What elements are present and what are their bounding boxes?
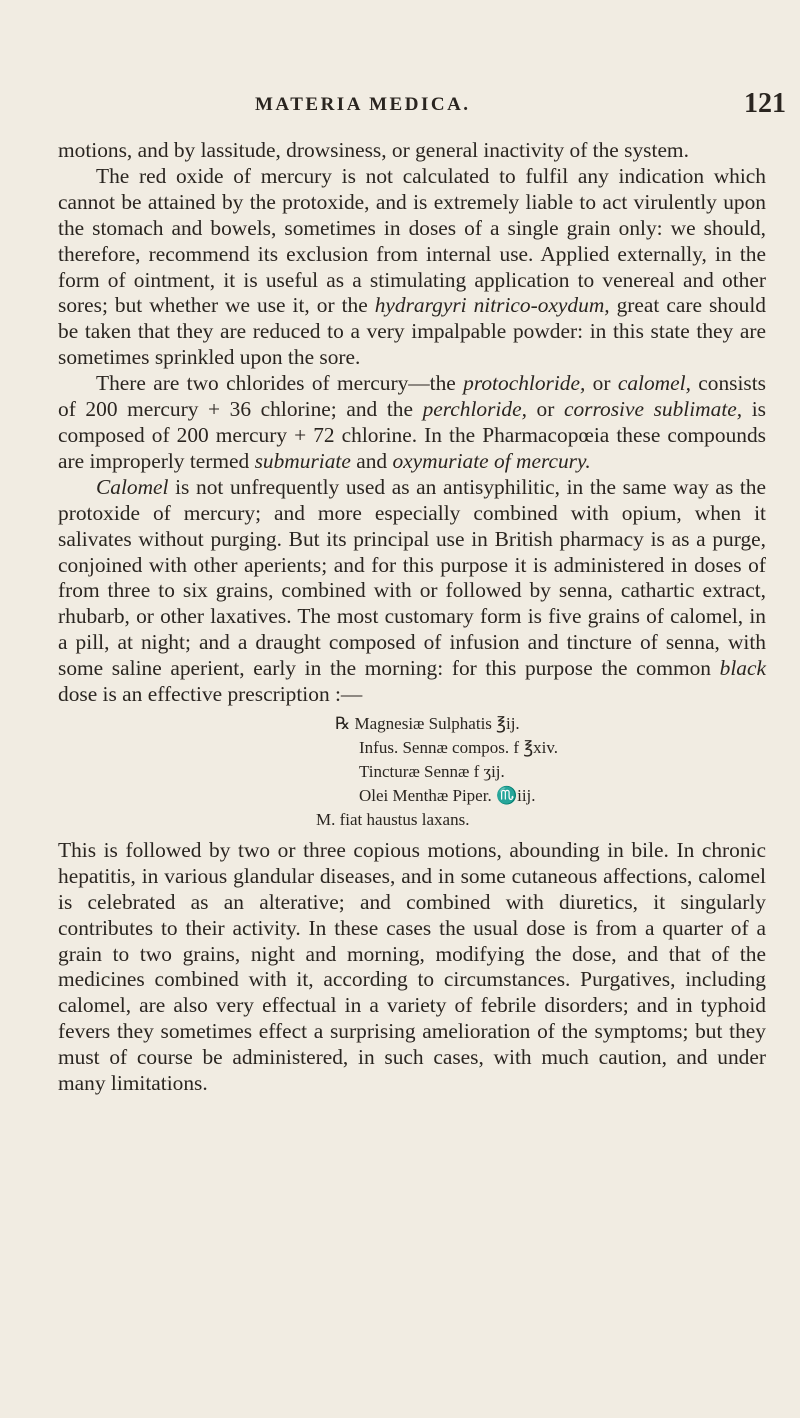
paragraph-closing: This is followed by two or three copious motions, abounding in bile. In chronic hepatitis, in various glandular diseases, and in some cutaneous affections, calomel is celebrated as an alterative; and combined with diuretics, it singularly contributes to their activity. In these cases the usual dose is from a quarter of a grain to two grains, night and morning, modifying the dose, and that of the medicines combined with it, according to circumstances. Purgatives, including calomel, are also very effectual in a variety of febrile disorders; and in typhoid fevers they sometimes effect a surprising amelioration of the symptoms; but they must of course be administered, in such cases, with much caution, and under many limitations. [58,837,766,1096]
text-run: and [350,448,393,473]
text-run: or [585,371,618,396]
body-text [58,138,766,1097]
italic-term: black [719,656,766,681]
prescription-block [58,712,766,832]
text-run: The red oxide of mercury is not calculated to fulfil any indication which cannot be attained by the protoxide, and is extremely liable to act virulently upon the stomach and bowels, sometimes in doses of a single grain only: we should, therefore, recommend its exclusion from internal use. Applied externally, in the form of ointment, it is useful as a stimulating application to venereal and other sores; but whether we use it, or the [58,163,766,318]
text-run: or [526,397,564,422]
italic-term: hydrargyri nitrico-oxydum, [374,293,610,318]
prescription-line: Infus. Sennæ compos. f ℥xiv. [359,737,559,757]
paragraph-calomel [58,475,766,708]
italic-term: submuriate [254,448,351,473]
text-run: consists of 200 mercury + 36 chlorine; and the [58,371,767,422]
text-run: There are two chlorides of mercury—the [96,371,464,396]
paragraph-red-oxide [58,164,766,371]
text-run: is composed of 200 mercury + 72 chlorine. In the Pharmacopœia these compounds are improperly termed [58,397,766,473]
prescription-line: ℞ Magnesiæ Sulphatis ℥ij. [335,713,520,733]
text-run: dose is an effective prescription :— [58,682,363,707]
prescription-line: Olei Menthæ Piper. ♏iij. [359,785,536,805]
paragraph-continuation [58,138,766,164]
italic-term: calomel, [617,371,691,396]
paragraph-chlorides [58,371,766,475]
italic-term: protochloride, [463,371,586,396]
italic-term: corrosive sublimate, [563,397,743,422]
running-header [0,88,800,128]
italic-term: perchloride, [422,397,527,422]
prescription-line: Tincturæ Sennæ f ʒij. [359,761,505,781]
prescription-line: M. fiat haustus laxans. [316,809,470,829]
italic-term: Calomel [96,474,169,499]
text-run: motions, and by lassitude, drowsiness, or general inactivity of the system. [58,138,689,162]
text-run: great care should be taken that they are reduced to a very impalpable powder: in this state they are sometimes sprinkled upon the sore. [58,293,766,370]
italic-term: oxymuriate of mercury. [392,448,591,473]
page-number: 121 [744,88,786,119]
text-run: is not unfrequently used as an antisyphilitic, in the same way as the protoxide of mercury; and more especially combined with opium, when it salivates without purging. But its principal use in British pharmacy is as a purge, conjoined with other aperients; and for this purpose it is administered in doses of from three to six grains, combined with or followed by senna, cathartic extract, rhubarb, or other laxatives. The most customary form is five grains of calomel, in a pill, at night; and a draught composed of infusion and tincture of senna, with some saline aperient, early in the morning: for this purpose the common [58,474,766,681]
running-title: MATERIA MEDICA. [255,94,471,115]
